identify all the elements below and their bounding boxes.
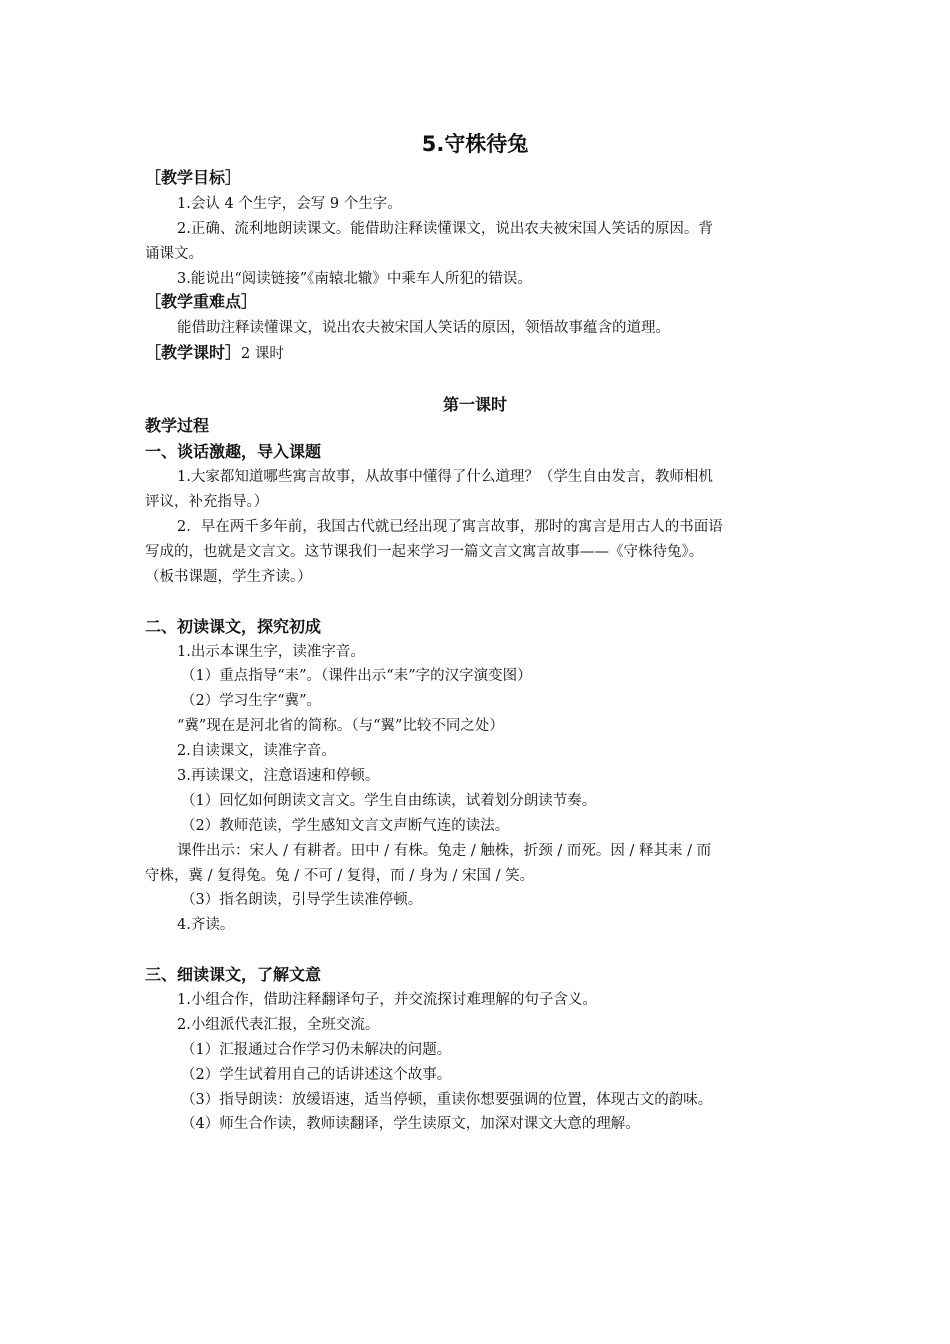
- hours-heading: ［教学课时］: [145, 343, 242, 362]
- section3-line: （1）汇报通过合作学习仍未解决的问题。: [181, 1042, 452, 1058]
- section2-line: （3）指名朗读，引导学生读准停顿。: [181, 892, 423, 908]
- section1-line: 评议，补充指导。）: [145, 494, 269, 510]
- lesson-title: 第一课时: [442, 395, 507, 414]
- section2-line: 1.出示本课生字，读准字音。: [177, 644, 365, 660]
- section1-line: 2．早在两千多年前，我国古代就已经出现了寓言故事，那时的寓言是用古人的书面语: [177, 519, 723, 535]
- section2-line: 课件出示：宋人 / 有耕者。田中 / 有株。兔走 / 触株，折颈 / 而死。因 / 释其耒 / 而: [177, 843, 712, 859]
- objectives-heading: ［教学目标］: [145, 168, 242, 187]
- section2-line: （2）学习生字“冀”。: [181, 693, 322, 709]
- keypoints-text: 能借助注释读懂课文，说出农夫被宋国人笑话的原因，领悟故事蕴含的道理。: [177, 320, 670, 336]
- section2-line: 3.再读课文，注意语速和停顿。: [177, 768, 380, 784]
- section2-heading: 二、初读课文，探究初成: [145, 617, 322, 636]
- section2-line: （1）重点指导“耒”。（课件出示“耒”字的汉字演变图）: [181, 668, 532, 684]
- section2-line: （2）教师范读，学生感知文言文声断气连的读法。: [181, 818, 510, 834]
- section1-line: 写成的，也就是文言文。这节课我们一起来学习一篇文言文寓言故事——《守株待兔》。: [145, 544, 704, 560]
- section2-line: 2.自读课文，读准字音。: [177, 743, 336, 759]
- section2-line: 守株，冀 / 复得兔。兔 / 不可 / 复得，而 / 身为 / 宋国 / 笑。: [145, 868, 535, 884]
- section3-line: （2）学生试着用自己的话讲述这个故事。: [181, 1067, 452, 1083]
- section3-line: （3）指导朗读：放缓语速，适当停顿，重读你想要强调的位置，体现古文的韵味。: [181, 1092, 713, 1108]
- hours-value: 2 课时: [241, 346, 284, 362]
- section3-line: （4）师生合作读，教师读翻译，学生读原文，加深对课文大意的理解。: [181, 1116, 640, 1132]
- objective-line: 3.能说出“阅读链接”《南辕北辙》中乘车人所犯的错误。: [177, 271, 532, 287]
- section2-line: “冀”现在是河北省的简称。（与“翼”比较不同之处）: [177, 718, 504, 734]
- section3-heading: 三、细读课文，了解文意: [145, 965, 322, 984]
- section3-line: 2.小组派代表汇报，全班交流。: [177, 1017, 380, 1033]
- section3-line: 1.小组合作，借助注释翻译句子，并交流探讨难理解的句子含义。: [177, 992, 597, 1008]
- section2-line: （1）回忆如何朗读文言文。学生自由练读，试着划分朗读节奏。: [181, 793, 597, 809]
- page-title: 5.守株待兔: [421, 132, 529, 156]
- objective-line: 2.正确、流利地朗读课文。能借助注释读懂课文，说出农夫被宋国人笑话的原因。背: [177, 221, 713, 237]
- section1-line: 1.大家都知道哪些寓言故事，从故事中懂得了什么道理？（学生自由发言，教师相机: [177, 469, 713, 485]
- section1-heading: 一、谈话激趣，导入课题: [145, 442, 322, 461]
- hours-row: [145, 343, 810, 364]
- process-heading: 教学过程: [145, 416, 210, 435]
- objective-line: 1.会认 4 个生字，会写 9 个生字。: [177, 196, 402, 212]
- keypoints-heading: ［教学重难点］: [145, 292, 258, 311]
- section2-line: 4.齐读。: [177, 917, 235, 933]
- objective-line: 诵课文。: [145, 246, 203, 262]
- section1-line: （板书课题，学生齐读。）: [145, 569, 312, 585]
